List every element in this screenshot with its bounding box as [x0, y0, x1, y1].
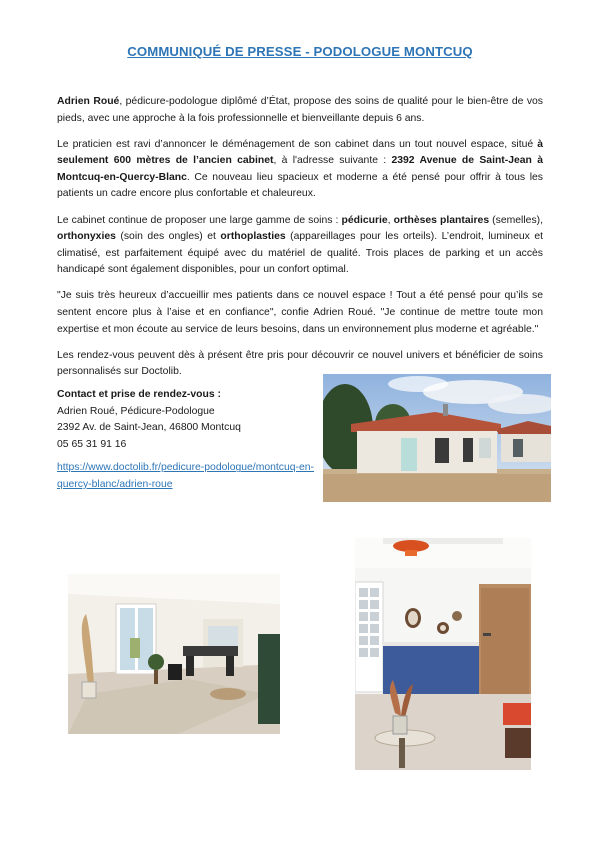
contact-heading: Contact et prise de rendez-vous : [57, 389, 221, 400]
move-distance: à seulement 600 mètres de l’ancien cabinet [57, 138, 543, 167]
paragraph-booking: Les rendez-vous peuvent dès à présent être pris pour découvrir ce nouvel univers et bénéficier de soins personnalisés sur Doctolib. [57, 349, 543, 378]
office-interior-photo [68, 574, 280, 734]
contact-name: Adrien Roué, Pédicure-Podologue [57, 405, 215, 417]
paragraph-quote: "Je suis très heureux d’accueillir mes patients dans ce nouvel espace ! Tout a été pensé pour qu’ils se sentent encore plus à l’aise et en confiance", confie Adrien Roué. "Je continue de mettre toute mon expertise et mon écoute au service de leurs besoins, dans un environnement plus moderne et agréable." [57, 290, 543, 335]
services-text-4: (soin des ongles) et [115, 231, 221, 243]
contact-phone: 05 65 31 91 16 [57, 438, 127, 450]
services-text-3: (semelles), [489, 214, 543, 226]
service-ortheses: orthèses plantaires [393, 214, 490, 226]
intro-text: , pédicure-podologue diplômé d’État, propose des soins de qualité pour le bien-être de vos pieds, avec une approche à la fois professionnelle et bienveillante depuis 6 ans. [57, 96, 543, 124]
waiting-room-photo [355, 538, 531, 770]
service-orthonyxies: orthonyxies [57, 231, 116, 243]
services-text-5: (appareillages pour les orteils). L’endroit, lumineux et climatisé, est parfaitement équipé avec du matériel de qualité. Trois places de parking et un accès handicapé sont également disponibles, pour un confort optimal. [57, 231, 543, 276]
service-orthoplasties: orthoplasties [220, 231, 286, 243]
services-text-1: Le cabinet continue de proposer une large gamme de soins : [57, 214, 342, 226]
contact-block [57, 387, 327, 494]
house-exterior-photo [323, 374, 551, 502]
contact-address: 2392 Av. de Saint-Jean, 46800 Montcuq [57, 422, 241, 434]
services-text-2: , [387, 214, 394, 226]
press-release-body [57, 94, 543, 390]
doctolib-link[interactable]: https://www.doctolib.fr/pedicure-podologue/montcuq-en-quercy-blanc/adrien-roue [57, 462, 315, 490]
move-text-2: , à l'adresse suivante : [273, 155, 392, 167]
paragraph-services [57, 213, 543, 279]
service-pedicurie: pédicurie [341, 214, 388, 226]
paragraph-intro [57, 94, 543, 127]
page-title: COMMUNIQUÉ DE PRESSE - PODOLOGUE MONTCUQ [127, 44, 473, 59]
practitioner-name: Adrien Roué [57, 96, 120, 107]
move-address: 2392 Avenue de Saint-Jean à Montcuq-en-Quercy-Blanc [57, 155, 543, 183]
paragraph-move [57, 137, 543, 203]
move-text-1: Le praticien est ravi d’annoncer le déménagement de son cabinet dans un tout nouvel espace, situé [57, 138, 538, 150]
move-text-3: . Ce nouveau lieu spacieux et moderne a été pensé pour offrir à tous les patients un cadre encore plus confortable et chaleureux. [57, 171, 543, 200]
